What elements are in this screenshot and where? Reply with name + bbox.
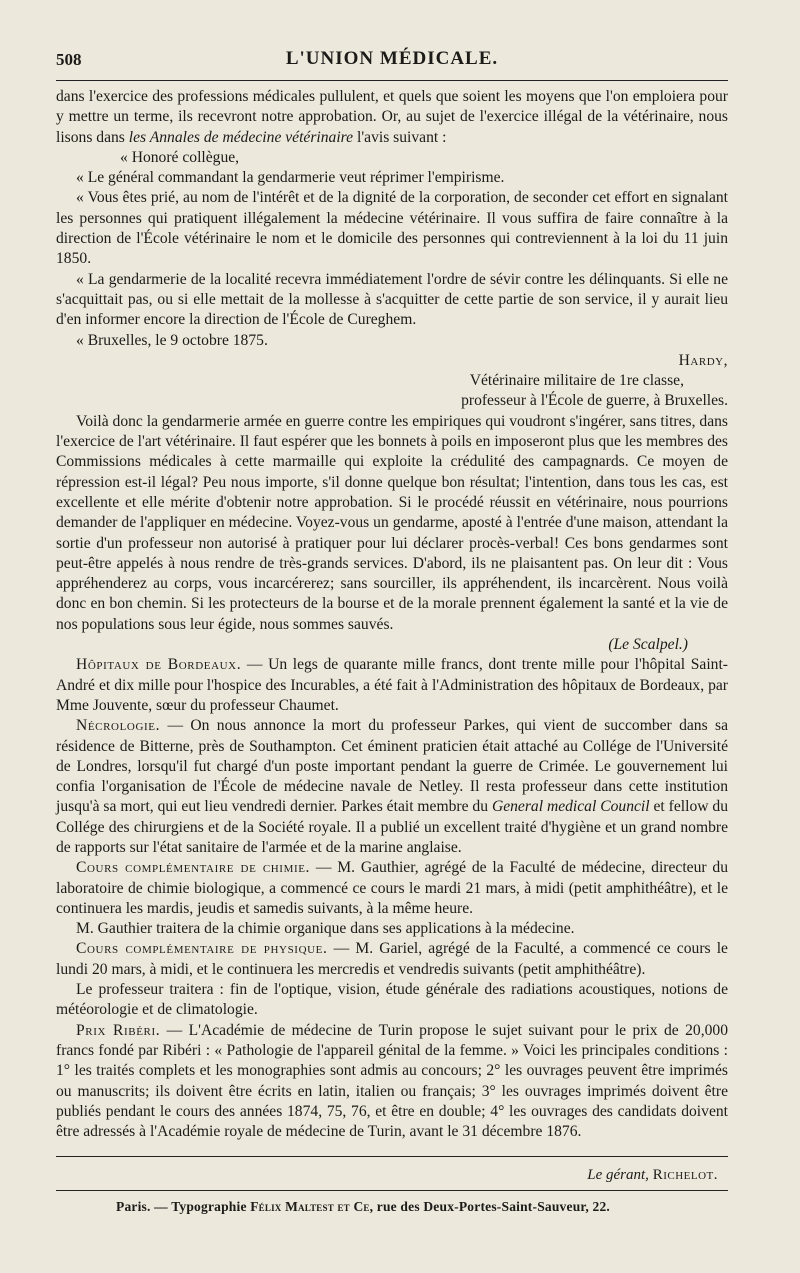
page-number: 508 bbox=[56, 50, 82, 69]
cours-physique-text: — M. Gariel, agrégé de la Faculté, a commencé ce cours le lundi 20 mars, à midi, et le continuera les mercredis et vendredis suivants (petit amphithéâtre). bbox=[56, 940, 728, 978]
imprint-typographie: Typographie bbox=[171, 1199, 247, 1215]
necrologie-paragraph bbox=[56, 716, 728, 858]
prix-paragraph bbox=[56, 1021, 728, 1143]
hopitaux-text: — Un legs de quarante mille francs, dont trente mille pour l'hôpital Saint-André et dix mille pour l'hospice des Incurables, a été fait à l'Administration des hôpitaux de Bordeaux, par Mme Jouvente, sœur du professeur Chaumet. bbox=[56, 656, 729, 714]
letter-paragraph-3: « La gendarmerie de la localité recevra immédiatement l'ordre de sévir contre les délinquants. Si elle ne s'acquittait pas, ou si elle mettait de la mollesse à s'acquitter de cette partie de son service, il y aurait lieu d'en informer encore la direction de l'École de Cureghem. bbox=[56, 270, 728, 329]
article-body bbox=[56, 87, 728, 1142]
intro-text: dans l'exercice des professions médicales pullulent, et quels que soient les moyens que l'on emploiera pour y mettre un terme, ils recevront notre approbation. Or, au sujet de l'exercice illégal de la vétérinaire, nous lisons dans bbox=[56, 88, 728, 146]
prix-text: — L'Académie de médecine de Turin propose le sujet suivant pour le prix de 20,000 francs fondé par Ribéri : « Pathologie de l'appareil génital de la femme. » Voici les principales conditions : 1° les traités complets et les monographies sont admis au concours; 2° les ouvrages peuvent être imprimés ou manuscrits; ils doivent être écrits en latin, italien ou français; 3° les ouvrages imprimés doivent être publiés pendant le cours des années 1874, 75, 76, et être en double; 4° les ouvrages des candidats doivent être adressés à l'Académie royale de médecine de Turin, avant le 31 décembre 1876. bbox=[56, 1021, 728, 1141]
letter-date: « Bruxelles, le 9 octobre 1875. bbox=[76, 331, 268, 349]
cours-physique-paragraph-2: Le professeur traitera : fin de l'optique, vision, étude générale des radiations acoustiques, notions de météorologie et de climatologie. bbox=[56, 981, 728, 1019]
commentary-source: (Le Scalpel.) bbox=[608, 636, 688, 654]
letter-signature-title-2: professeur à l'École de guerre, à Bruxelles. bbox=[461, 392, 728, 410]
imprint-rule bbox=[56, 1190, 728, 1191]
letter-paragraph-1: « Le général commandant la gendarmerie veut réprimer l'empirisme. bbox=[76, 169, 505, 187]
intro-text-end: l'avis suivant : bbox=[357, 128, 447, 146]
imprint-printer-name: Félix Maltest et Ce, bbox=[250, 1199, 374, 1215]
journal-reference: les Annales de médecine vétérinaire bbox=[128, 128, 354, 146]
necrologie-heading: Nécrologie. bbox=[76, 717, 161, 735]
cours-physique-paragraph bbox=[56, 939, 728, 980]
footer-rule bbox=[56, 1156, 728, 1157]
council-name: General medical Council bbox=[491, 798, 650, 816]
cours-chimie-text: — M. Gauthier, agrégé de la Faculté de médecine, directeur du laboratoire de chimie biologique, a commencé ce cours le mardi 21 mars, à midi (petit amphithéâtre), et le continuera les mardis, jeudis et samedis suivants, à la même heure. bbox=[56, 859, 728, 917]
cours-chimie-heading: Cours complémentaire de chimie. bbox=[76, 859, 311, 877]
letter-signature-title-1: Vétérinaire militaire de 1re classe, bbox=[469, 372, 684, 390]
letter-paragraph-2: « Vous êtes prié, au nom de l'intérêt et de la dignité de la corporation, de seconder cet effort en signalant les personnes qui pratiquent illégalement la médecine vétérinaire. Il vous suffira de faire connaître à la direction de l'École vétérinaire le nom et le domicile des personnes qui contreviennent à la loi du 11 juin 1850. bbox=[56, 189, 728, 268]
commentary-paragraph: Voilà donc la gendarmerie armée en guerre contre les empiriques qui voudront s'ingérer, sans titres, dans l'exercice de l'art vétérinaire. Il faut espérer que les bonnets à poils en imposeront plus que les membres des Commissions médicales à cette marmaille qui exploite la crédulité des campagnards. Ce moyen de répression est-il légal? Peu nous importe, s'il donne quelque bon résultat; l'intention, dans tous les cas, est excellente et elle mérite d'obtenir notre approbation. Si le procédé réussit en vétérinaire, nous pourrions demander de l'appliquer en médecine. Voyez-vous un gendarme, aposté à l'entrée d'une maison, attendant la sortie d'un professeur non autorisé à pratiquer pour lui déclarer procès-verbal! Ces bons gendarmes sont peut-être appelés à nous rendre de très-grands services. D'abord, ils ne plaisantent pas. On leur dit : Vous appréhenderez au corps, vous incarcérerez; sans sourciller, ils appréhendent, ils incarcèrent. Nous voilà donc en bon chemin. Si les protecteurs de la bourse et de la morale prennent également la santé et la vie de nos populations sous leur égide, nous sommes sauvés. bbox=[56, 412, 728, 633]
page-header bbox=[56, 46, 728, 76]
letter-signature-name: Hardy, bbox=[678, 351, 728, 369]
hopitaux-paragraph bbox=[56, 655, 728, 716]
cours-chimie-paragraph-2: M. Gauthier traitera de la chimie organique dans ses applications à la médecine. bbox=[76, 920, 575, 938]
gerant-name: Richelot. bbox=[652, 1167, 718, 1184]
header-rule bbox=[56, 80, 728, 81]
hopitaux-heading: Hôpitaux de Bordeaux. bbox=[76, 656, 242, 674]
imprint-address: rue des Deux-Portes-Saint-Sauveur, 22. bbox=[376, 1199, 610, 1215]
necrologie-text-end: et fellow du Collége des chirurgiens et de la Société royale. Il a publié un excellent traité d'hygiène et un grand nombre de rapports sur l'état sanitaire de l'armée et de la marine anglaise. bbox=[56, 798, 728, 856]
letter-salutation: « Honoré collègue, bbox=[120, 148, 240, 166]
necrologie-text: — On nous annonce la mort du professeur Parkes, qui vient de succomber dans sa résidence de Bitterne, près de Southampton. Cet éminent praticien était attaché au Collége de l'Université de Londres, lorsqu'il fut chargé d'un poste important pendant la guerre de Crimée. Le gouvernement lui confia l'organisation de l'École de médecine navale de Netley. Il resta professeur dans cette institution jusqu'à sa mort, qui eut lieu vendredi dernier. Parkes était membre du bbox=[56, 717, 728, 816]
printer-imprint bbox=[56, 1199, 728, 1215]
gerant-line bbox=[56, 1167, 728, 1184]
cours-physique-heading: Cours complémentaire de physique. bbox=[76, 940, 328, 958]
journal-title: L'UNION MÉDICALE. bbox=[285, 48, 499, 69]
imprint-city: Paris. — bbox=[116, 1199, 168, 1215]
prix-heading: Prix Ribéri. bbox=[76, 1021, 161, 1039]
gerant-label: Le gérant, bbox=[587, 1167, 649, 1184]
intro-paragraph bbox=[56, 87, 728, 148]
cours-chimie-paragraph bbox=[56, 858, 728, 919]
